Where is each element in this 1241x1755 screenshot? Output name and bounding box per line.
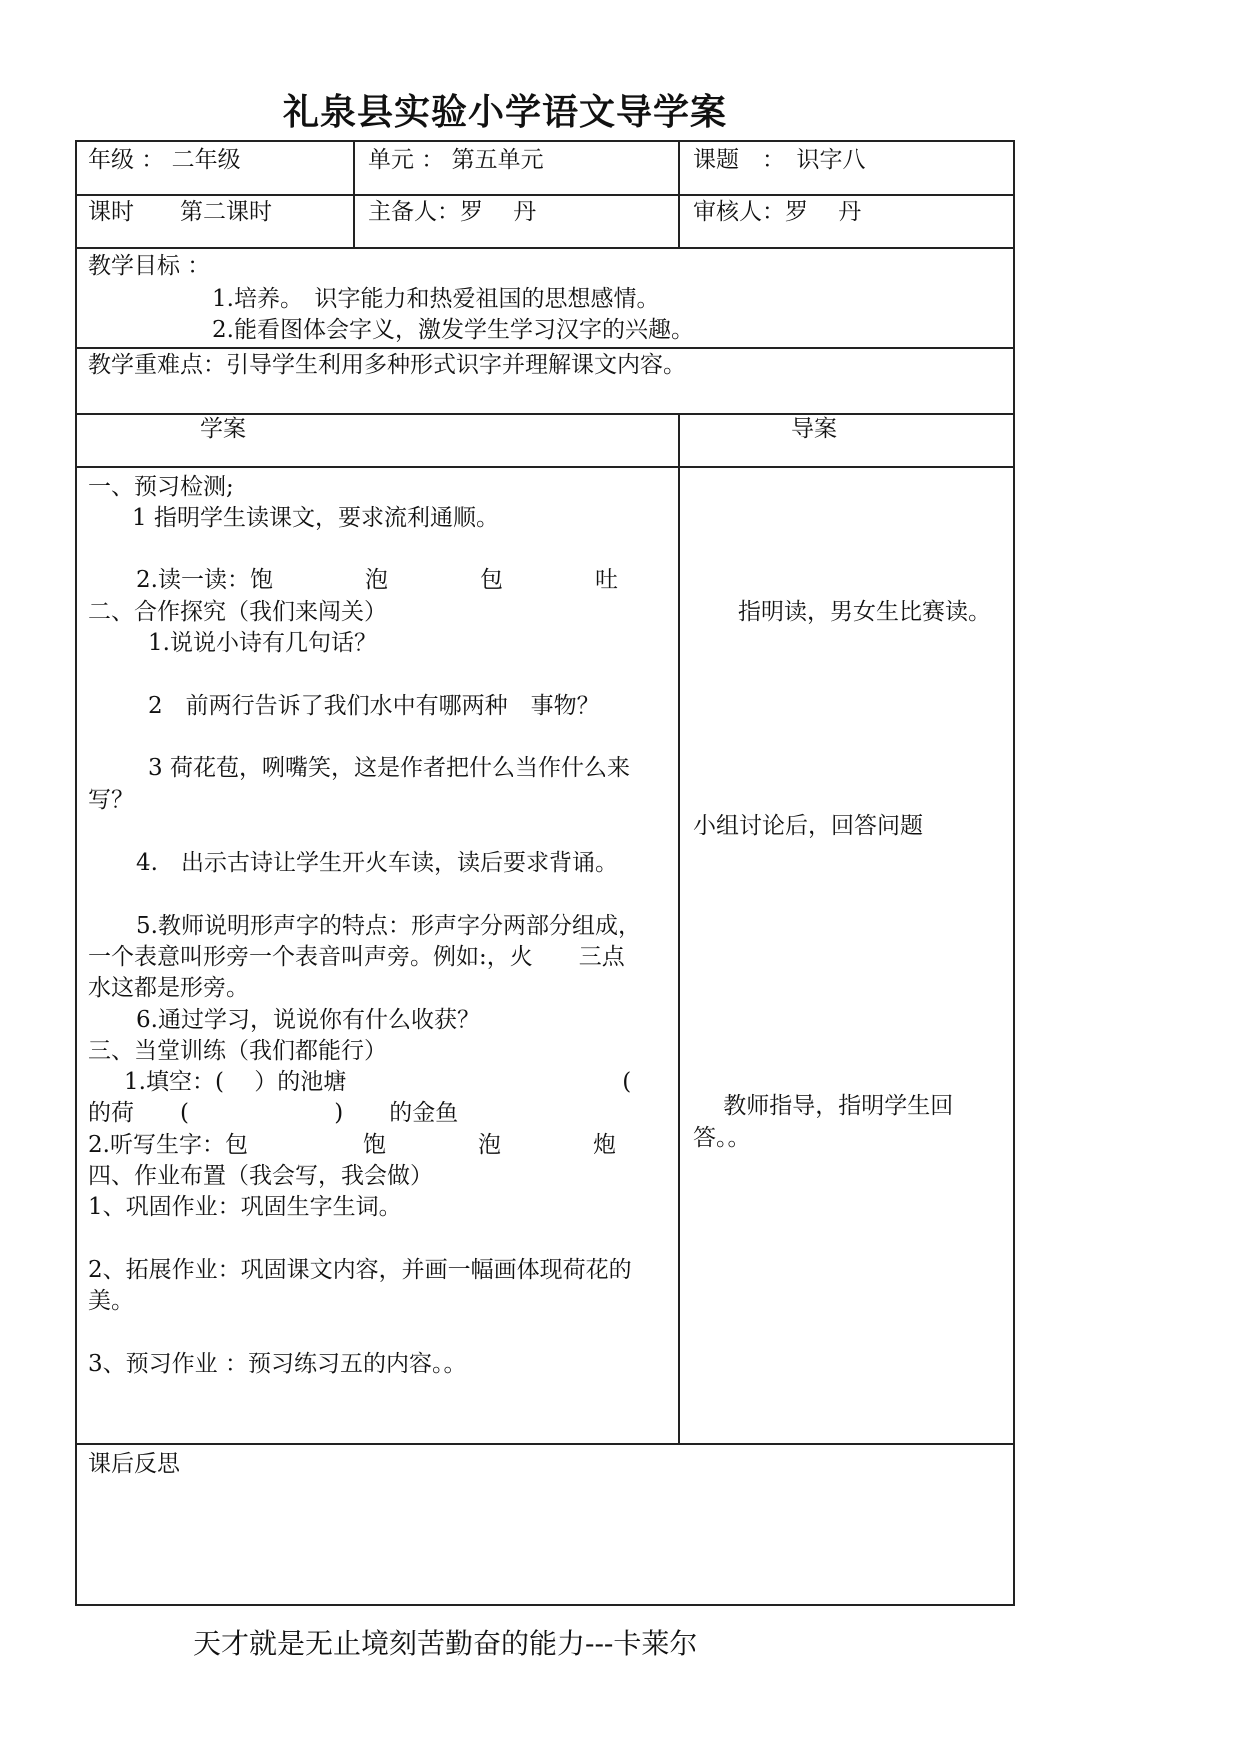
table-rule	[75, 247, 1015, 249]
motto: 天才就是无止境刻苦勤奋的能力---卡莱尔	[193, 1627, 698, 1660]
reflection-label: 课后反思	[88, 1451, 180, 1477]
study-line: 2.读一读：饱 泡 包 吐	[136, 567, 618, 593]
study-line: 3 荷花苞，咧嘴笑，这是作者把什么当作什么来	[148, 755, 630, 781]
table-rule	[678, 413, 680, 1444]
table-rule	[353, 140, 355, 247]
study-line: 2.听写生字：包 饱 泡 炮	[88, 1132, 616, 1158]
table-rule	[75, 1443, 1015, 1445]
period-cell: 课时 第二课时	[88, 199, 272, 225]
table-rule	[75, 1604, 1015, 1606]
key-points: 教学重难点：引导学生利用多种形式识字并理解课文内容。	[88, 352, 686, 378]
table-rule	[75, 140, 1015, 142]
table-rule	[1013, 140, 1015, 1606]
section-heading: 一、预习检测;	[88, 474, 234, 500]
study-line: 2 前两行告诉了我们水中有哪两种 事物？	[148, 693, 600, 719]
guide-note: 小组讨论后，回答问题	[693, 813, 923, 839]
preparer-cell: 主备人：罗 丹	[368, 199, 537, 225]
table-rule	[75, 140, 77, 1606]
study-line: 的荷 ( ) 的金鱼	[88, 1100, 459, 1126]
study-line: 1.填空：( ）的池塘 (	[124, 1069, 632, 1095]
guide-note: 教师指导，指明学生回答。。	[693, 1093, 954, 1151]
study-line: 1 指明学生读课文，要求流利通顺。	[132, 505, 499, 531]
section-heading: 四、作业布置（我会写，我会做）	[88, 1163, 433, 1189]
document-title: 礼泉县实验小学语文导学案	[282, 92, 727, 133]
study-line: 水这都是形旁。	[88, 975, 249, 1001]
goal-item: 1.培养。 识字能力和热爱祖国的思想感情。	[212, 286, 660, 312]
section-heading: 二、合作探究（我们来闯关）	[88, 599, 387, 625]
study-line: 美。	[88, 1288, 134, 1314]
table-rule	[75, 466, 1015, 468]
study-line: 1、巩固作业：巩固生字生词。	[88, 1194, 402, 1220]
table-rule	[75, 347, 1015, 349]
study-line: 一个表意叫形旁一个表音叫声旁。例如:，火 三点	[88, 944, 625, 970]
study-column-header: 学案	[200, 416, 246, 442]
lesson-plan-table	[75, 140, 1015, 1606]
study-line: 写？	[88, 787, 134, 813]
study-line: 3、预习作业 ：预习练习五的内容。。	[88, 1351, 467, 1377]
goals-label: 教学目标 ：	[88, 253, 211, 279]
guide-note: 指明读，男女生比赛读。	[738, 599, 991, 625]
table-rule	[678, 140, 680, 247]
study-line: 2、拓展作业：巩固课文内容，并画一幅画体现荷花的	[88, 1257, 632, 1283]
table-rule	[75, 194, 1015, 196]
unit-cell: 单元 ： 第五单元	[368, 147, 544, 173]
grade-cell: 年级 ： 二年级	[88, 147, 241, 173]
reviewer-cell: 审核人：罗 丹	[693, 199, 862, 225]
guide-column-header: 导案	[791, 416, 837, 442]
topic-cell: 课题 ： 识字八	[693, 147, 866, 173]
study-line: 6.通过学习，说说你有什么收获？	[136, 1007, 480, 1033]
goal-item: 2.能看图体会字义，激发学生学习汉字的兴趣。	[212, 317, 694, 343]
section-heading: 三、当堂训练（我们都能行）	[88, 1038, 387, 1064]
study-line: 4. 出示古诗让学生开火车读，读后要求背诵。	[136, 850, 618, 876]
study-line: 5.教师说明形声字的特点：形声字分两部分组成，	[136, 913, 641, 939]
study-line: 1.说说小诗有几句话？	[148, 630, 377, 656]
